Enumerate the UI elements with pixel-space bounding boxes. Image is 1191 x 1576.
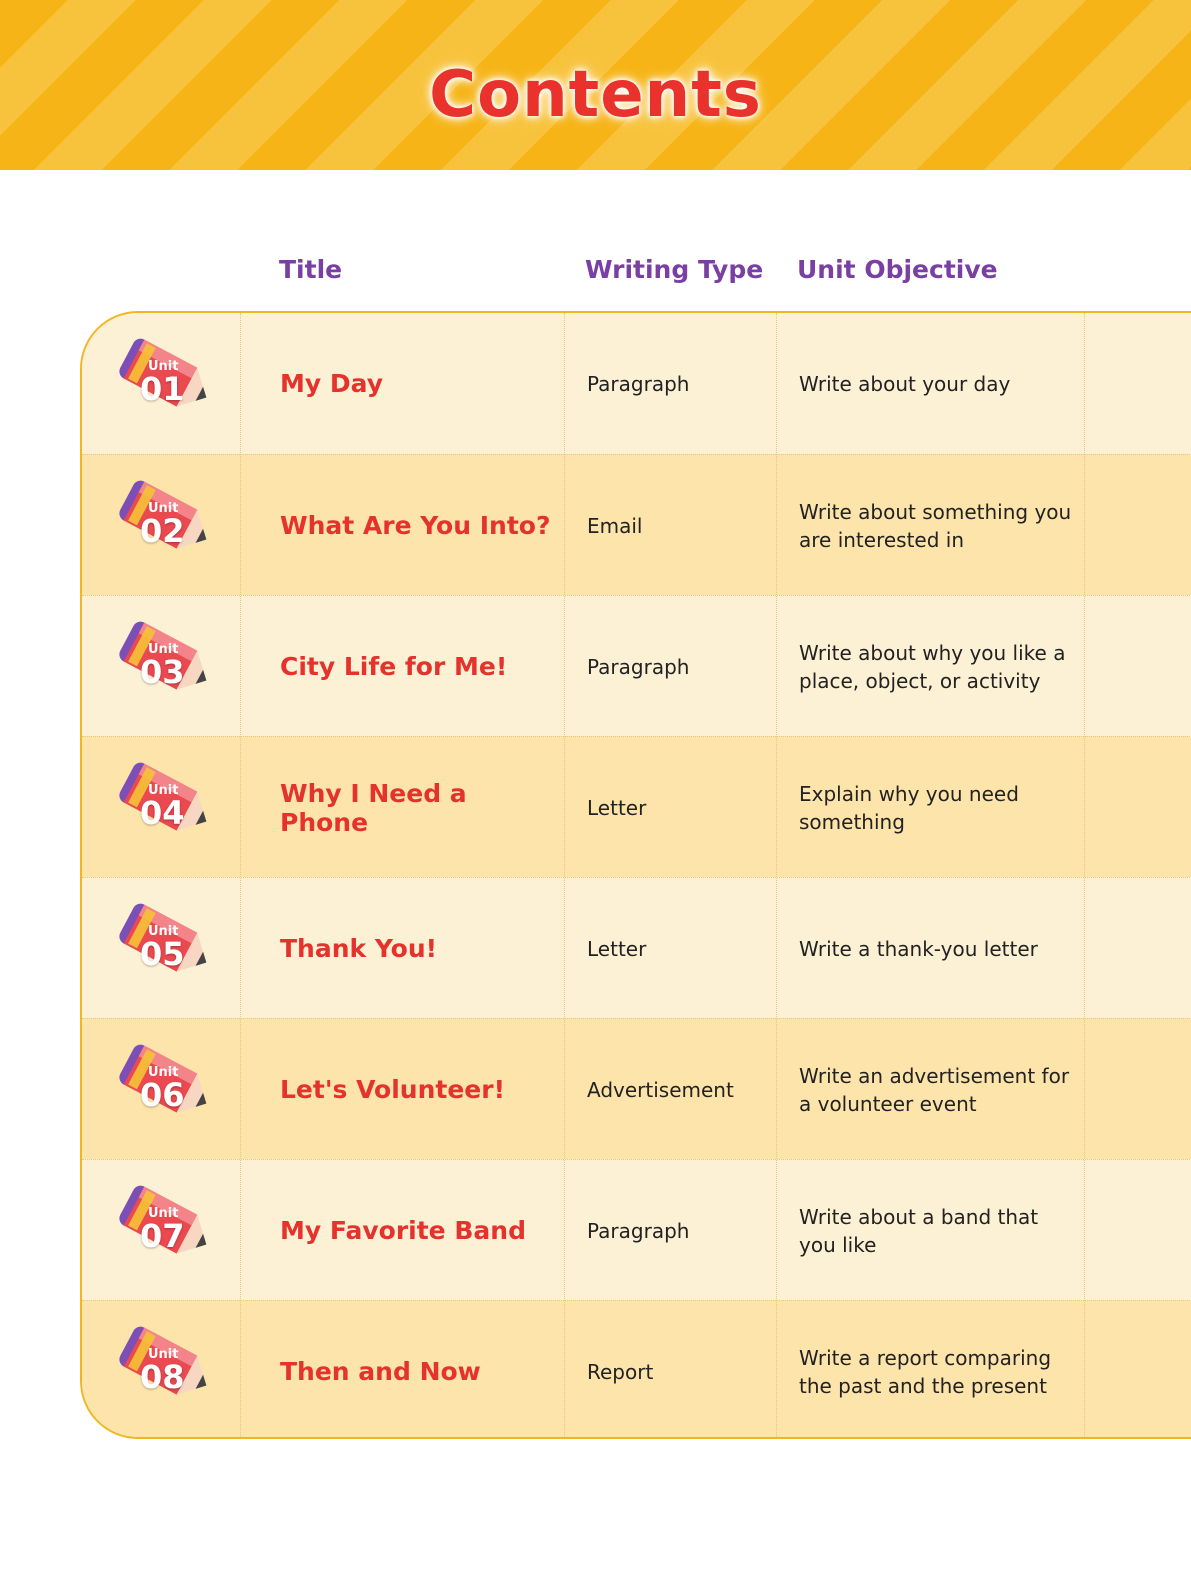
unit-title: My Day — [280, 369, 384, 398]
header-unit-objective: Unit Objective — [797, 255, 998, 284]
table-row — [82, 1300, 1191, 1439]
unit-label: Unit — [148, 1065, 179, 1080]
unit-objective: Write about a band that you like — [799, 1204, 1039, 1257]
column-divider — [1084, 313, 1085, 1439]
unit-label: Unit — [148, 1347, 179, 1362]
unit-objective: Write about why you like a place, object, or activity — [799, 640, 1066, 693]
unit-label: Unit — [148, 924, 179, 939]
page-title: Contents — [429, 58, 762, 132]
unit-objective: Write about something you are interested in — [799, 499, 1072, 552]
unit-title: My Favorite Band — [280, 1216, 526, 1245]
unit-title: What Are You Into? — [280, 511, 551, 540]
unit-title: City Life for Me! — [280, 652, 508, 681]
column-divider — [240, 313, 241, 1439]
contents-table — [80, 311, 1191, 1439]
header-writing-type: Writing Type — [585, 255, 764, 284]
unit-title: Thank You! — [280, 934, 438, 963]
unit-objective: Explain why you need something — [799, 781, 1019, 834]
unit-objective: Write an advertisement for a volunteer event — [799, 1063, 1070, 1116]
column-divider — [776, 313, 777, 1439]
table-row — [82, 595, 1191, 736]
unit-title: Why I Need a Phone — [280, 778, 467, 837]
table-row — [82, 1159, 1191, 1300]
header-title: Title — [279, 255, 343, 284]
table-row — [82, 877, 1191, 1018]
unit-label: Unit — [148, 359, 179, 374]
unit-title: Let's Volunteer! — [280, 1075, 505, 1104]
unit-number: 02 — [140, 512, 185, 550]
unit-number: 07 — [140, 1217, 185, 1255]
unit-objective: Write a thank-you letter — [799, 936, 1038, 961]
unit-number: 04 — [140, 794, 185, 832]
unit-number: 03 — [140, 653, 185, 691]
writing-type: Letter — [587, 795, 647, 820]
unit-objective: Write a report comparing the past and the present — [799, 1345, 1052, 1398]
column-divider — [564, 313, 565, 1439]
writing-type: Letter — [587, 936, 647, 961]
unit-number: 08 — [140, 1358, 185, 1396]
unit-label: Unit — [148, 783, 179, 798]
writing-type: Paragraph — [587, 371, 690, 396]
unit-number: 06 — [140, 1076, 185, 1114]
unit-title: Then and Now — [280, 1357, 481, 1386]
unit-label: Unit — [148, 1206, 179, 1221]
writing-type: Report — [587, 1359, 654, 1384]
unit-objective: Write about your day — [799, 371, 1011, 396]
table-row — [82, 313, 1191, 454]
table-row — [82, 1018, 1191, 1159]
column-headers — [0, 255, 1191, 295]
writing-type: Email — [587, 513, 643, 538]
unit-label: Unit — [148, 642, 179, 657]
unit-number: 05 — [140, 935, 185, 973]
writing-type: Advertisement — [587, 1077, 734, 1102]
table-row — [82, 736, 1191, 877]
table-row — [82, 454, 1191, 595]
writing-type: Paragraph — [587, 1218, 690, 1243]
unit-number: 01 — [140, 370, 185, 408]
writing-type: Paragraph — [587, 654, 690, 679]
unit-label: Unit — [148, 501, 179, 516]
